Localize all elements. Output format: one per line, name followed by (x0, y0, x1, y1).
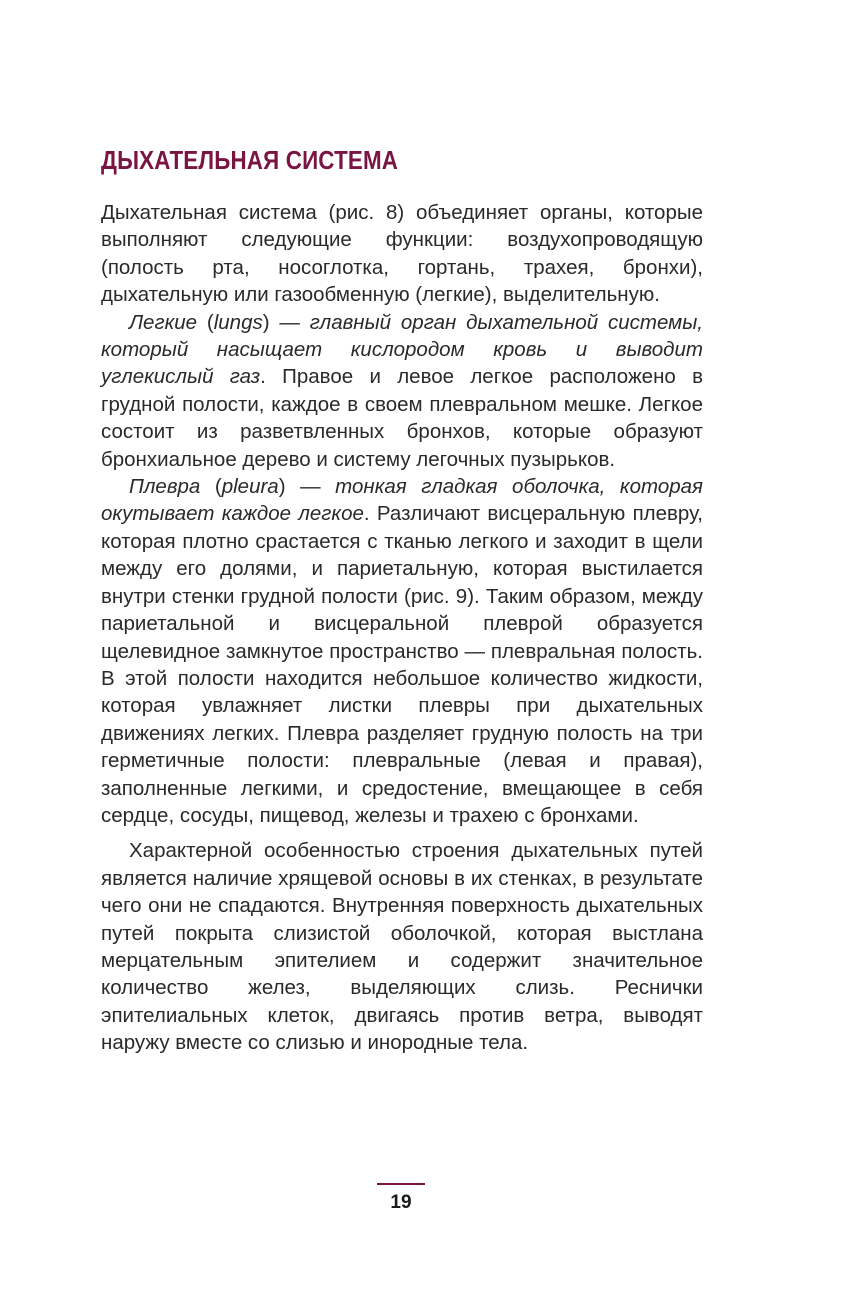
lungs-en-term: lungs (213, 310, 263, 334)
pleura-en-open: ( (200, 475, 222, 499)
lungs-en-close: ) — (262, 310, 310, 334)
pleura-text: . Различают висцеральную плевру, которая плотно срастается с тканью легкого и заходит в щели между его долями, и париетальную, которая выстилается внутри стенки грудной полости (рис. 9). Таким образом, между париетальной и висцеральной плеврой образуется щелевидное замкнутое пространство — плевральная полость. В этой полости находится небольшое количество жидкости, которая увлажняет листки плевры при дыхательных движениях легких. Плевра разделяет грудную полость на три герметичные полости: плевральные (левая и правая), заполненные легкими, и средостение, вмещающее в себя сердце, сосуды, пищевод, железы и трахею с бронхами. (101, 502, 703, 827)
paragraph-intro-text: Дыхательная система (рис. 8) объединяет органы, которые выполняют следующие функции: воздухопроводящую (полость рта, носоглотка, гортань, трахея, бронхи), дыхательную или газообменную (легкие), выделительную. (101, 201, 703, 307)
body-text (101, 199, 703, 1057)
page-number: 19 (390, 1192, 412, 1213)
paragraph-pleura (101, 473, 703, 829)
pleura-definition: тонкая гладкая оболочка, которая окутывает каждое легкое (101, 475, 704, 526)
pleura-term: Плевра (129, 475, 201, 499)
page-footer (377, 1183, 425, 1215)
pleura-en-term: pleura (221, 475, 279, 499)
paragraph-intro (101, 199, 703, 309)
lungs-term: Легкие (129, 310, 198, 334)
paragraph-airways-text: Характерной особенностью строения дыхательных путей является наличие хрящевой основы в их стенках, в результате чего они не спадаются. Внутренняя поверхность дыхательных путей покрыта слизистой оболочкой, которая выстлана мерцательным эпителием и содержит значительное количество желез, выделяющих слизь. Реснички эпителиальных клеток, двигаясь против ветра, выводят наружу вместе со слизью и инородные тела. (101, 839, 703, 1055)
paragraph-lungs (101, 309, 703, 473)
paragraph-airways (101, 837, 703, 1056)
section-title: ДЫХАТЕЛЬНАЯ СИСТЕМА (101, 145, 399, 175)
page-content (101, 143, 703, 1057)
lungs-definition: главный орган дыхательной системы, который насыщает кислородом кровь и выводит углекислый газ (101, 310, 703, 389)
pleura-en-close: ) — (278, 475, 336, 499)
lungs-en-open: ( (197, 310, 214, 334)
footer-rule (377, 1183, 425, 1185)
lungs-text: . Правое и левое легкое расположено в грудной полости, каждое в своем плевральном мешке. Легкое состоит из разветвленных бронхов, которые образуют бронхиальное дерево и систему легочных пузырьков. (101, 365, 703, 471)
